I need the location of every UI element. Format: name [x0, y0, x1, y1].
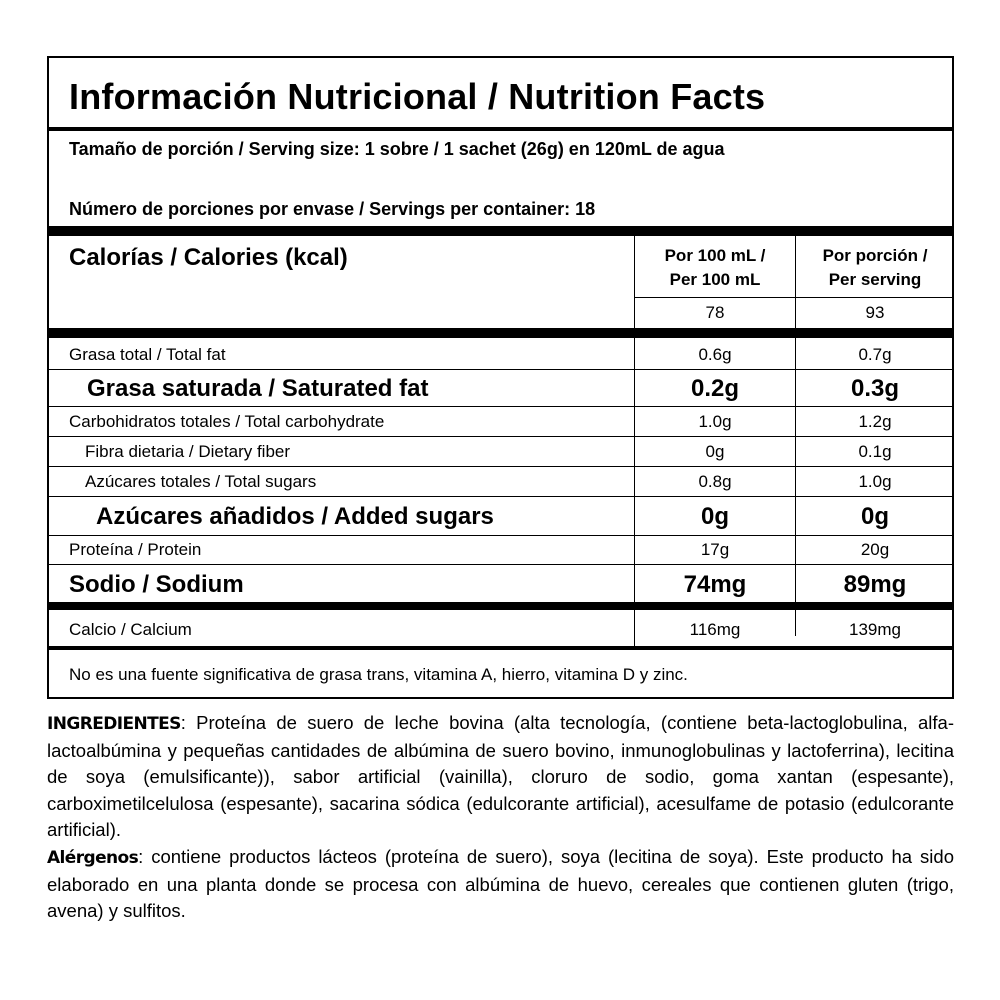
row-value-added-sugars-per100: 0g: [700, 503, 729, 530]
row-value-saturated-fat-serving: 0.3g: [850, 375, 900, 402]
row-value-sodium-per100: 74mg: [683, 571, 747, 598]
row-divider: [49, 564, 952, 565]
row-label-calcium: Calcio / Calcium: [69, 620, 192, 639]
row-label-dietary-fiber: Fibra dietaria / Dietary fiber: [85, 442, 291, 461]
servings-per-container: Número de porciones por envase / Servings per container: 18: [69, 199, 596, 219]
row-value-total-carbohydrate-serving: 1.2g: [858, 412, 892, 431]
calories-per100: 78: [705, 303, 725, 322]
calories-serving: 93: [865, 303, 885, 322]
header-subdivider: [634, 297, 952, 298]
row-value-dietary-fiber-per100: 0g: [705, 442, 725, 461]
col-header-serving-line1: Por porción /: [822, 246, 928, 265]
row-value-total-sugars-per100: 0.8g: [698, 472, 732, 491]
row-value-protein-serving: 20g: [860, 540, 890, 559]
row-value-total-fat-per100: 0.6g: [698, 345, 732, 364]
ingredients-text: : Proteína de suero de leche bovina (alta tecnología, (contiene beta-lactoglobulina, alfa-lactoalbúmina y pequeñas cantidades de albúmina de suero bovino, inmunoglobulinas y lactoferrina), lecitina de soya (emulsificante)), sabor artificial (vainilla), cloruro de sodio, goma xantan (espesante), carboximetilcelulosa (espesante), sacarina sódica (edulcorante artificial), acesulfame de potasio (edulcorante artificial).: [47, 712, 954, 841]
row-value-saturated-fat-per100: 0.2g: [690, 375, 740, 402]
allergens-paragraph: [47, 844, 954, 925]
row-value-total-carbohydrate-per100: 1.0g: [698, 412, 732, 431]
row-label-total-fat: Grasa total / Total fat: [69, 345, 226, 364]
row-value-calcium-serving: 139mg: [849, 620, 901, 639]
row-value-protein-per100: 17g: [700, 540, 730, 559]
row-divider: [49, 496, 952, 497]
col-header-per100-line2: Per 100 mL: [669, 270, 761, 289]
thick-divider-sodium: [49, 602, 952, 610]
thick-divider-calories: [49, 328, 952, 338]
row-label-added-sugars: Azúcares añadidos / Added sugars: [96, 503, 494, 530]
ingredients-paragraph: [47, 710, 954, 844]
serving-size: Tamaño de porción / Serving size: 1 sobre / 1 sachet (26g) en 120mL de agua: [69, 139, 725, 159]
row-value-total-sugars-serving: 1.0g: [858, 472, 892, 491]
row-divider: [49, 535, 952, 536]
col-header-serving-line2: Per serving: [828, 270, 922, 289]
row-label-total-sugars: Azúcares totales / Total sugars: [85, 472, 317, 491]
row-value-calcium-per100: 116mg: [689, 620, 741, 639]
allergens-text: : contiene productos lácteos (proteína de suero), soya (lecitina de soya). Este producto ha sido elaborado en una planta donde se procesa con albúmina de huevo, cereales que contienen gluten (trigo, avena) y sulfitos.: [47, 845, 954, 922]
row-label-sodium: Sodio / Sodium: [69, 571, 244, 598]
allergens-heading: Alérgenos: [47, 847, 139, 868]
ingredients-heading: INGREDIENTES: [47, 714, 181, 734]
footnote: No es una fuente significativa de grasa trans, vitamina A, hierro, vitamina D y zinc.: [69, 665, 688, 684]
col-header-per100: [635, 244, 795, 292]
row-divider: [49, 406, 952, 407]
row-value-added-sugars-serving: 0g: [860, 503, 889, 530]
row-label-saturated-fat: Grasa saturada / Saturated fat: [87, 375, 429, 402]
calories-label: Calorías / Calories (kcal): [69, 244, 348, 271]
row-value-sodium-serving: 89mg: [843, 571, 907, 598]
panel-title: Información Nutricional / Nutrition Facts: [69, 76, 766, 117]
row-divider: [49, 369, 952, 370]
thick-divider-top: [49, 226, 952, 236]
row-value-total-fat-serving: 0.7g: [858, 345, 892, 364]
thick-divider-footnote: [49, 646, 952, 650]
col-header-per100-line1: Por 100 mL /: [664, 246, 766, 265]
row-label-total-carbohydrate: Carbohidratos totales / Total carbohydrate: [69, 412, 385, 431]
row-divider: [49, 436, 952, 437]
nutrition-facts-panel: [47, 56, 954, 699]
row-value-dietary-fiber-serving: 0.1g: [858, 442, 892, 461]
title-divider: [49, 127, 952, 131]
ingredients-section: [47, 710, 954, 925]
row-divider: [49, 466, 952, 467]
row-label-protein: Proteína / Protein: [69, 540, 202, 559]
col-header-serving: [796, 244, 954, 292]
